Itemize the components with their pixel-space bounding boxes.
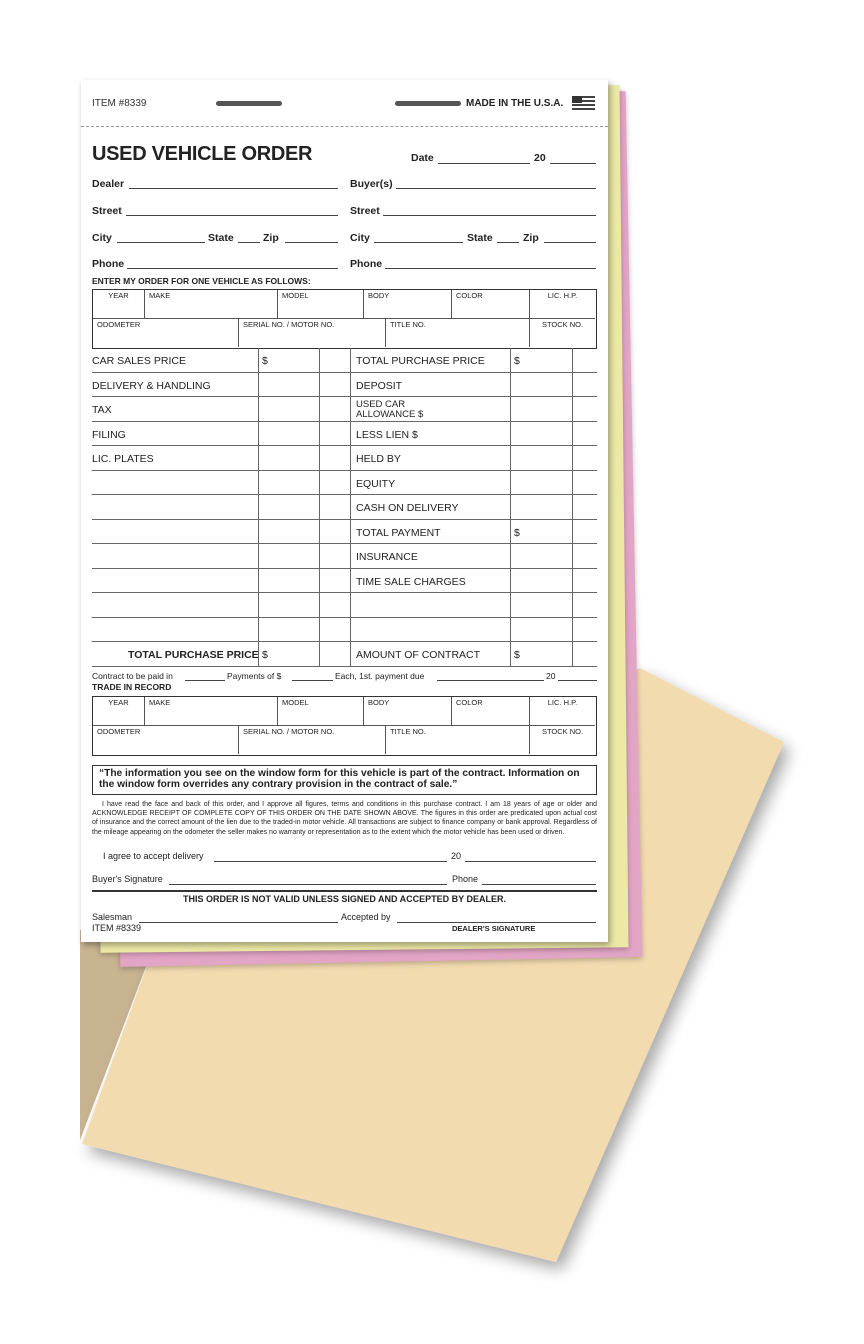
- right-cents-field[interactable]: [572, 471, 597, 496]
- pricing-row: [92, 422, 597, 447]
- left-price-label: TOTAL PURCHASE PRICE: [128, 649, 259, 661]
- paid-in-label: Contract to be paid in: [92, 671, 173, 681]
- left-dollar-sign: $: [262, 649, 268, 661]
- salesman-field[interactable]: [139, 922, 338, 923]
- left-price-label: LIC. PLATES: [92, 453, 154, 465]
- left-cents-field[interactable]: [319, 471, 350, 496]
- dealer-phone-field[interactable]: [127, 268, 338, 269]
- dealer-phone-label: Phone: [92, 258, 125, 270]
- delivery-year-prefix: 20: [451, 851, 462, 861]
- buyer-street-label: Street: [350, 205, 380, 217]
- left-price-label: TAX: [92, 404, 112, 416]
- right-price-label: DEPOSIT: [356, 379, 403, 392]
- trade-in-cell-color[interactable]: COLOR: [452, 697, 530, 726]
- left-cents-field[interactable]: [319, 495, 350, 520]
- left-cents-field[interactable]: [319, 593, 350, 618]
- right-dollars-field[interactable]: [510, 348, 572, 373]
- right-price-label: AMOUNT OF CONTRACT: [356, 649, 481, 661]
- first-payment-year-field[interactable]: [558, 671, 597, 681]
- dealer-state-field[interactable]: [238, 242, 260, 243]
- right-cents-field[interactable]: [572, 446, 597, 471]
- date-year-prefix: 20: [534, 152, 546, 164]
- right-price-label: USED CAR: [356, 399, 406, 410]
- accept-delivery-label: I agree to accept delivery: [103, 851, 204, 861]
- left-price-label: CAR SALES PRICE: [92, 355, 186, 367]
- right-cents-field[interactable]: [572, 569, 597, 594]
- right-price-label: INSURANCE: [356, 551, 418, 563]
- pricing-row: [92, 471, 597, 496]
- left-cents-field[interactable]: [319, 397, 350, 422]
- right-dollars-field[interactable]: [510, 373, 572, 398]
- dealer-signature-caption: DEALER'S SIGNATURE: [452, 924, 536, 933]
- made-in-usa: MADE IN THE U.S.A.: [466, 98, 564, 109]
- right-cents-field[interactable]: [572, 373, 597, 398]
- column-divider: [258, 348, 259, 667]
- delivery-year-field[interactable]: [465, 861, 596, 862]
- left-price-label: DELIVERY & HANDLING: [92, 379, 211, 392]
- pricing-row: [92, 495, 597, 520]
- left-dollars-field[interactable]: [258, 569, 319, 594]
- vehicle-cell-model[interactable]: MODEL: [278, 290, 364, 319]
- paid-in-field[interactable]: [185, 671, 225, 681]
- right-dollars-field[interactable]: [510, 422, 572, 447]
- tear-slot-right: [395, 101, 461, 106]
- left-dollars-field[interactable]: [258, 397, 319, 422]
- dealer-field[interactable]: [129, 188, 338, 189]
- right-dollars-field[interactable]: [510, 544, 572, 569]
- left-dollars-field[interactable]: [258, 348, 319, 373]
- fine-print: I have read the face and back of this order, and I approve all figures, terms and conditions in this purchase contract. I am 18 years of age or older and ACKNOWLEDGE RECEIPT OF COMPLETE COPY OF THIS ORDER ON THE DATE SHOWN ABOVE. The figures in this order are predicated upon actual cost of insurance and the correct amount of the lien due to the traded-in motor vehicle. All transactions are subject to finance company or bank approval. Regardless of the mileage appearing on the odometer the seller makes no warranty or representation as to the extent which the motor vehicle has been used or driven.: [92, 801, 597, 836]
- divider: [92, 890, 597, 892]
- left-dollars-field[interactable]: [258, 495, 319, 520]
- vehicle-cell-year[interactable]: YEAR: [93, 290, 145, 319]
- right-dollars-field[interactable]: [510, 520, 572, 545]
- left-dollars-field[interactable]: [258, 593, 319, 618]
- left-dollars-field[interactable]: [258, 422, 319, 447]
- salesman-label: Salesman: [92, 912, 133, 922]
- pricing-row: [92, 642, 597, 667]
- left-cents-field[interactable]: [319, 446, 350, 471]
- trade-in-cell-title-no[interactable]: TITLE NO.: [386, 726, 530, 754]
- buyers-label: Buyer(s): [350, 178, 393, 190]
- left-cents-field[interactable]: [319, 569, 350, 594]
- dealer-city-label: City: [92, 232, 112, 244]
- left-dollars-field[interactable]: [258, 446, 319, 471]
- right-cents-field[interactable]: [572, 495, 597, 520]
- payments-of-field[interactable]: [292, 671, 333, 681]
- buyer-zip-field[interactable]: [544, 242, 596, 243]
- trade-in-table: [92, 696, 597, 756]
- left-price-label: FILING: [92, 428, 126, 441]
- dealer-city-field[interactable]: [117, 242, 205, 243]
- right-cents-field[interactable]: [572, 397, 597, 422]
- form-title: USED VEHICLE ORDER: [92, 143, 313, 165]
- vehicle-cell-color[interactable]: COLOR: [452, 290, 530, 319]
- signature-phone-field[interactable]: [482, 884, 596, 885]
- trade-in-heading: TRADE IN RECORD: [92, 682, 172, 692]
- first-payment-field[interactable]: [437, 671, 544, 681]
- buyer-city-label: City: [350, 232, 370, 244]
- pricing-row: [92, 569, 597, 594]
- right-cents-field[interactable]: [572, 348, 597, 373]
- right-dollars-field[interactable]: [510, 495, 572, 520]
- dealer-street-field[interactable]: [126, 215, 338, 216]
- column-divider: [350, 348, 351, 667]
- right-cents-field[interactable]: [572, 642, 597, 667]
- right-cents-field[interactable]: [572, 593, 597, 618]
- buyer-state-label: State: [467, 232, 493, 244]
- buyer-zip-label: Zip: [523, 232, 539, 244]
- right-cents-field[interactable]: [572, 422, 597, 447]
- vehicle-cell-stock-no[interactable]: STOCK NO.: [541, 320, 584, 329]
- trade-in-cell-year[interactable]: YEAR: [93, 697, 145, 726]
- right-dollars-field[interactable]: [510, 569, 572, 594]
- right-cents-field[interactable]: [572, 618, 597, 643]
- right-price-label-line2: ALLOWANCE $: [356, 409, 424, 420]
- column-divider: [510, 348, 511, 667]
- left-dollars-field[interactable]: [258, 373, 319, 398]
- right-cents-field[interactable]: [572, 544, 597, 569]
- right-price-label: TOTAL PAYMENT: [356, 526, 441, 539]
- column-divider: [319, 348, 320, 667]
- right-dollars-field[interactable]: [510, 471, 572, 496]
- trade-in-cell-body[interactable]: BODY: [364, 697, 452, 726]
- right-dollars-field[interactable]: [510, 642, 572, 667]
- left-dollars-field[interactable]: [258, 544, 319, 569]
- right-dollars-field[interactable]: [510, 593, 572, 618]
- payments-of-label: Payments of $: [227, 671, 282, 681]
- right-price-label: TIME SALE CHARGES: [356, 575, 466, 588]
- date-label: Date: [411, 152, 434, 164]
- dealer-zip-field[interactable]: [285, 242, 338, 243]
- signature-phone-label: Phone: [452, 874, 479, 884]
- accept-delivery-field[interactable]: [214, 861, 447, 862]
- date-year-field[interactable]: [550, 163, 596, 164]
- left-cents-field[interactable]: [319, 618, 350, 643]
- us-flag-icon: [572, 96, 595, 110]
- left-dollars-field[interactable]: [258, 520, 319, 545]
- trade-in-cell-serial-no-motor-no[interactable]: SERIAL NO. / MOTOR NO.: [239, 726, 386, 754]
- right-price-label: HELD BY: [356, 453, 401, 465]
- left-cents-field[interactable]: [319, 544, 350, 569]
- left-dollars-field[interactable]: [258, 618, 319, 643]
- footer-item-number: ITEM #8339: [92, 923, 142, 933]
- right-price-label: TOTAL PURCHASE PRICE: [356, 355, 485, 367]
- vehicle-table: [92, 289, 597, 349]
- vehicle-cell-title-no[interactable]: TITLE NO.: [386, 319, 530, 347]
- right-price-label: LESS LIEN $: [356, 428, 418, 441]
- buyers-field[interactable]: [396, 188, 596, 189]
- date-field[interactable]: [438, 163, 530, 164]
- window-form-notice: “The information you see on the window form for this vehicle is part of the contract. Information on the window form overrides any contrary provision in the contract of sale.”: [92, 765, 597, 795]
- left-cents-field[interactable]: [319, 373, 350, 398]
- dealer-label: Dealer: [92, 178, 125, 190]
- pricing-row: [92, 348, 597, 373]
- first-payment-label: Each, 1st. payment due: [335, 671, 425, 681]
- order-heading: ENTER MY ORDER FOR ONE VEHICLE AS FOLLOWS:: [92, 276, 311, 286]
- trade-in-cell-make[interactable]: MAKE: [145, 697, 278, 726]
- pricing-row: [92, 544, 597, 569]
- stub-item-number: ITEM #8339: [92, 98, 147, 109]
- vehicle-cell-make[interactable]: MAKE: [145, 290, 278, 319]
- right-dollar-sign: $: [514, 355, 520, 367]
- buyer-city-field[interactable]: [374, 242, 463, 243]
- left-cents-field[interactable]: [319, 642, 350, 667]
- column-divider: [572, 348, 573, 667]
- tear-slot-left: [216, 101, 282, 106]
- right-price-label: EQUITY: [356, 477, 396, 490]
- pricing-row: [92, 373, 597, 398]
- left-cents-field[interactable]: [319, 422, 350, 447]
- pricing-row: [92, 593, 597, 618]
- right-dollars-field[interactable]: [510, 618, 572, 643]
- accepted-by-field[interactable]: [397, 922, 596, 923]
- right-dollars-field[interactable]: [510, 446, 572, 471]
- pricing-row: [92, 520, 597, 545]
- vehicle-cell-lic-h-p[interactable]: LIC. H.P.: [530, 290, 595, 319]
- vehicle-cell-serial-no-motor-no[interactable]: SERIAL NO. / MOTOR NO.: [239, 319, 386, 347]
- left-cents-field[interactable]: [319, 520, 350, 545]
- first-payment-year-prefix: 20: [546, 671, 556, 681]
- left-dollar-sign: $: [262, 355, 268, 367]
- vehicle-cell-body[interactable]: BODY: [364, 290, 452, 319]
- left-cents-field[interactable]: [319, 348, 350, 373]
- right-dollar-sign: $: [514, 649, 520, 661]
- buyer-signature-field[interactable]: [169, 884, 447, 885]
- trade-in-cell-odometer[interactable]: ODOMETER: [93, 726, 239, 754]
- pricing-row: [92, 618, 597, 643]
- validity-notice: THIS ORDER IS NOT VALID UNLESS SIGNED AND ACCEPTED BY DEALER.: [182, 894, 507, 904]
- buyer-signature-label: Buyer's Signature: [92, 874, 163, 884]
- trade-in-cell-lic-h-p[interactable]: LIC. H.P.: [530, 697, 595, 726]
- right-dollar-sign: $: [514, 526, 520, 539]
- right-price-label: CASH ON DELIVERY: [356, 502, 459, 514]
- trade-in-cell-model[interactable]: MODEL: [278, 697, 364, 726]
- buyer-street-field[interactable]: [383, 215, 596, 216]
- dealer-zip-label: Zip: [263, 232, 279, 244]
- right-cents-field[interactable]: [572, 520, 597, 545]
- trade-in-cell-stock-no[interactable]: STOCK NO.: [541, 727, 584, 736]
- dealer-street-label: Street: [92, 205, 122, 217]
- right-dollars-field[interactable]: [510, 397, 572, 422]
- pricing-row: [92, 397, 597, 422]
- buyer-phone-field[interactable]: [385, 268, 596, 269]
- dealer-state-label: State: [208, 232, 234, 244]
- used-vehicle-order-form: [81, 80, 608, 942]
- accepted-by-label: Accepted by: [341, 912, 391, 922]
- left-dollars-field[interactable]: [258, 642, 319, 667]
- left-dollars-field[interactable]: [258, 471, 319, 496]
- perforation-line: [81, 126, 608, 127]
- buyer-phone-label: Phone: [350, 258, 383, 270]
- vehicle-cell-odometer[interactable]: ODOMETER: [93, 319, 239, 347]
- pricing-section: [92, 348, 597, 667]
- buyer-state-field[interactable]: [497, 242, 519, 243]
- pricing-row: [92, 446, 597, 471]
